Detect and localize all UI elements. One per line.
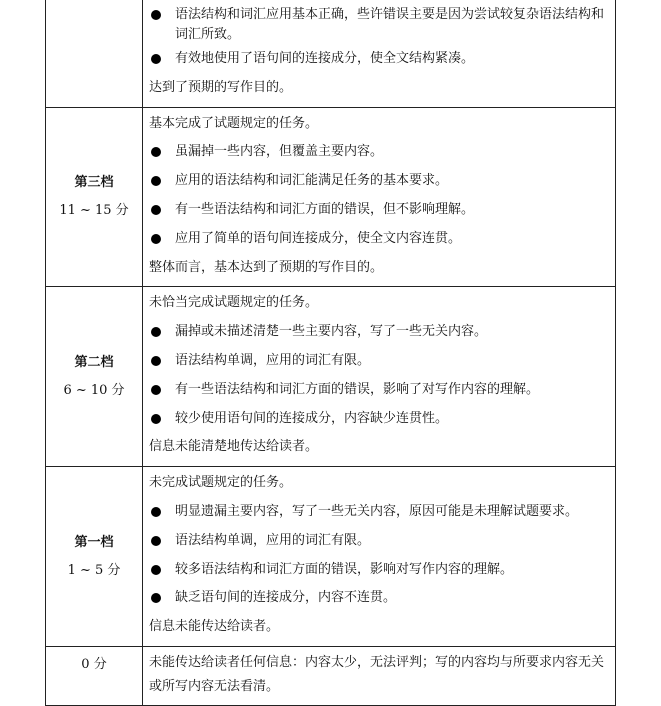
criteria-text: 有一些语法结构和词汇方面的错误，影响了对写作内容的理解。 — [175, 381, 540, 397]
grade-name: 第一档 — [74, 534, 114, 550]
criteria-bullet — [149, 527, 615, 556]
criteria-bullet — [149, 167, 615, 196]
grade-range: 11 ~ 15 分 — [59, 202, 129, 218]
criteria-bullet — [149, 405, 615, 434]
rubric-row-continued — [46, 0, 616, 107]
scoring-rubric-table — [45, 0, 616, 706]
grade-name: 第二档 — [74, 354, 114, 370]
rubric-row-grade2 — [46, 287, 616, 467]
bullet-dot-icon — [151, 147, 161, 157]
criteria-text: 应用的语法结构和词汇能满足任务的基本要求。 — [175, 173, 449, 189]
criteria-bullet — [149, 347, 615, 376]
criteria-bullet — [149, 498, 615, 527]
criteria-cell — [143, 646, 616, 705]
bullet-dot-icon — [151, 54, 161, 64]
criteria-bullet — [149, 556, 615, 585]
bullet-dot-icon — [151, 176, 161, 186]
criteria-summary: 整体而言，基本达到了预期的写作目的。 — [149, 259, 384, 275]
grade-cell — [46, 287, 143, 467]
criteria-cell — [143, 0, 616, 107]
grade-range: 0 分 — [81, 656, 107, 672]
criteria-summary: 信息未能清楚地传达给读者。 — [149, 439, 319, 455]
criteria-text: 较多语法结构和词汇方面的错误，影响对写作内容的理解。 — [175, 561, 514, 577]
criteria-bullet — [149, 376, 615, 405]
bullet-dot-icon — [151, 536, 161, 546]
criteria-summary: 信息未能传达给读者。 — [149, 619, 280, 635]
criteria-text: 语法结构单调，应用的词汇有限。 — [175, 352, 371, 368]
bullet-dot-icon — [151, 565, 161, 575]
criteria-bullet — [149, 584, 615, 613]
grade-name: 第三档 — [74, 174, 114, 190]
criteria-cell — [143, 467, 616, 647]
criteria-cell — [143, 287, 616, 467]
criteria-text: 漏掉或未描述清楚一些主要内容，写了一些无关内容。 — [175, 324, 488, 340]
bullet-dot-icon — [151, 327, 161, 337]
grade-range: 6 ~ 10 分 — [63, 382, 125, 398]
criteria-cell — [143, 107, 616, 287]
rubric-row-grade1 — [46, 467, 616, 647]
criteria-text: 语法结构单调，应用的词汇有限。 — [175, 532, 371, 548]
criteria-bullet — [149, 45, 615, 74]
bullet-dot-icon — [151, 507, 161, 517]
bullet-dot-icon — [151, 205, 161, 215]
criteria-bullet — [149, 318, 615, 347]
criteria-text: 未能传达给读者任何信息：内容太少，无法评判；写的内容均与所要求内容无关或所写内容无法看清。 — [149, 654, 605, 694]
bullet-dot-icon — [151, 385, 161, 395]
grade-cell-empty — [46, 0, 143, 107]
criteria-text: 语法结构和词汇应用基本正确，些许错误主要是因为尝试较复杂语法结构和词汇所致。 — [175, 7, 605, 42]
criteria-bullet — [149, 196, 615, 225]
criteria-text: 应用了简单的语句间连接成分，使全文内容连贯。 — [175, 230, 462, 246]
bullet-dot-icon — [151, 593, 161, 603]
criteria-intro: 未完成试题规定的任务。 — [149, 475, 293, 491]
criteria-text: 较少使用语句间的连接成分，内容缺少连贯性。 — [175, 410, 449, 426]
grade-range: 1 ~ 5 分 — [67, 562, 121, 578]
criteria-summary: 达到了预期的写作目的。 — [149, 79, 293, 95]
criteria-text: 缺乏语句间的连接成分，内容不连贯。 — [175, 590, 397, 606]
grade-cell — [46, 646, 143, 705]
criteria-bullet — [149, 1, 615, 45]
criteria-bullet — [149, 225, 615, 254]
bullet-dot-icon — [151, 356, 161, 366]
criteria-text: 明显遗漏主要内容，写了一些无关内容，原因可能是未理解试题要求。 — [175, 503, 579, 519]
grade-cell — [46, 467, 143, 647]
criteria-intro: 基本完成了试题规定的任务。 — [149, 115, 319, 131]
criteria-text: 有效地使用了语句间的连接成分，使全文结构紧凑。 — [175, 51, 475, 66]
criteria-text: 有一些语法结构和词汇方面的错误，但不影响理解。 — [175, 201, 475, 217]
criteria-text: 虽漏掉一些内容，但覆盖主要内容。 — [175, 144, 384, 160]
criteria-bullet — [149, 138, 615, 167]
bullet-dot-icon — [151, 234, 161, 244]
grade-cell — [46, 107, 143, 287]
bullet-dot-icon — [151, 414, 161, 424]
rubric-row-grade0 — [46, 646, 616, 705]
criteria-intro: 未恰当完成试题规定的任务。 — [149, 295, 319, 311]
bullet-dot-icon — [151, 10, 161, 20]
rubric-row-grade3 — [46, 107, 616, 287]
